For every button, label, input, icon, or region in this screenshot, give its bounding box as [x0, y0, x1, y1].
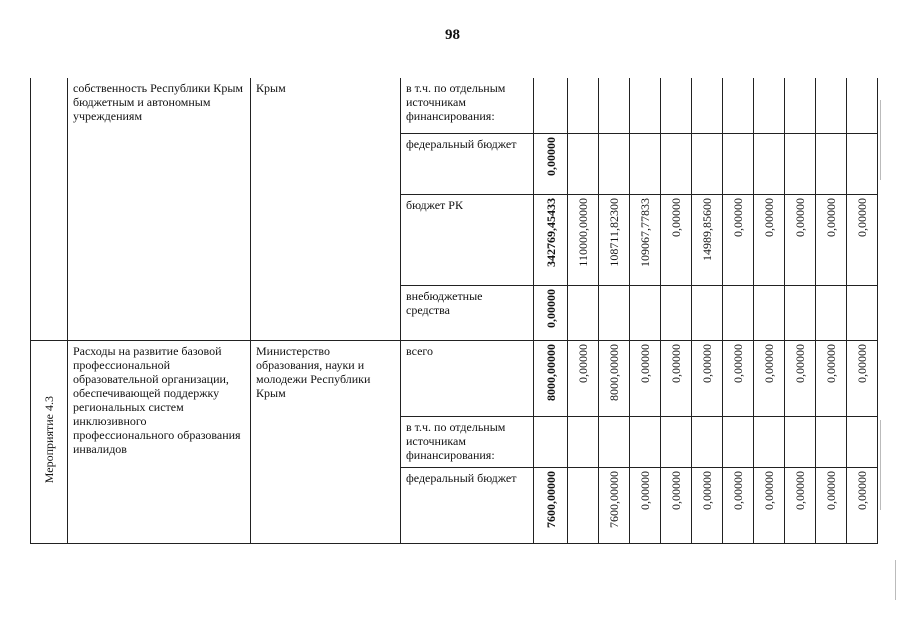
measure-label-cell-empty [31, 78, 68, 340]
year-value: 0,00000 [793, 343, 807, 383]
year-value: 0,00000 [824, 343, 838, 383]
funding-source-cell: бюджет РК [401, 194, 534, 285]
year-value: 0,00000 [700, 343, 714, 383]
year-value: 7600,00000 [607, 470, 621, 528]
scan-edge-line [880, 100, 881, 180]
scan-edge-line [895, 560, 896, 600]
year-value: 0,00000 [638, 470, 652, 510]
funding-source-cell: внебюджетные средства [401, 285, 534, 340]
funding-source-cell: в т.ч. по отдельным источникам финансирования: [401, 78, 534, 133]
total-value: 0,00000 [543, 288, 558, 328]
year-value: 0,00000 [762, 470, 776, 510]
funding-source-cell: в т.ч. по отдельным источникам финансирования: [401, 416, 534, 467]
total-value-cell [534, 416, 568, 467]
total-value-cell [534, 78, 568, 133]
table-row [31, 78, 878, 133]
year-value: 14989,85600 [700, 197, 714, 261]
total-value: 7600,00000 [543, 470, 558, 528]
total-value-cell [534, 467, 568, 543]
year-value: 0,00000 [731, 343, 745, 383]
total-value-cell [534, 340, 568, 416]
total-value: 0,00000 [543, 136, 558, 176]
total-value: 8000,00000 [543, 343, 558, 401]
year-value: 0,00000 [824, 197, 838, 237]
year-value: 108711,82300 [607, 197, 621, 267]
year-value: 0,00000 [731, 470, 745, 510]
budget-table-container [30, 78, 878, 546]
table-row [31, 340, 878, 416]
total-value-cell [534, 194, 568, 285]
year-value: 0,00000 [576, 343, 590, 383]
funding-source-cell: федеральный бюджет [401, 133, 534, 194]
executor-cell: Министерство образования, науки и молодежи Республики Крым [251, 340, 401, 543]
year-value: 0,00000 [731, 197, 745, 237]
year-value: 0,00000 [762, 343, 776, 383]
total-value-cell [534, 285, 568, 340]
budget-table [30, 78, 878, 544]
scan-edge-line [880, 420, 881, 510]
measure-label-cell [31, 340, 68, 543]
executor-cell: Крым [251, 78, 401, 340]
funding-source-cell: всего [401, 340, 534, 416]
year-value: 0,00000 [669, 197, 683, 237]
year-value: 0,00000 [793, 197, 807, 237]
total-value: 342769,45433 [543, 197, 558, 267]
year-value: 0,00000 [700, 470, 714, 510]
page-number: 98 [445, 27, 460, 43]
measure-name-cell: собственность Республики Крым бюджетным и автономным учреждениям [68, 78, 251, 340]
measure-label: Мероприятие 4.3 [42, 396, 56, 484]
year-value: 0,00000 [855, 343, 869, 383]
year-value: 0,00000 [824, 470, 838, 510]
year-value: 0,00000 [855, 470, 869, 510]
measure-name-cell: Расходы на развитие базовой профессиональной образовательной организации, обеспечивающей поддержку региональных систем инклюзивного профессионального образования инвалидов [68, 340, 251, 543]
year-value: 0,00000 [638, 343, 652, 383]
year-value: 0,00000 [669, 470, 683, 510]
funding-source-cell: федеральный бюджет [401, 467, 534, 543]
total-value-cell [534, 133, 568, 194]
year-value: 8000,00000 [607, 343, 621, 401]
year-value: 0,00000 [855, 197, 869, 237]
year-value: 0,00000 [793, 470, 807, 510]
year-value: 110000,00000 [576, 197, 590, 267]
year-value: 0,00000 [669, 343, 683, 383]
year-value: 109067,77833 [638, 197, 652, 267]
year-value: 0,00000 [762, 197, 776, 237]
